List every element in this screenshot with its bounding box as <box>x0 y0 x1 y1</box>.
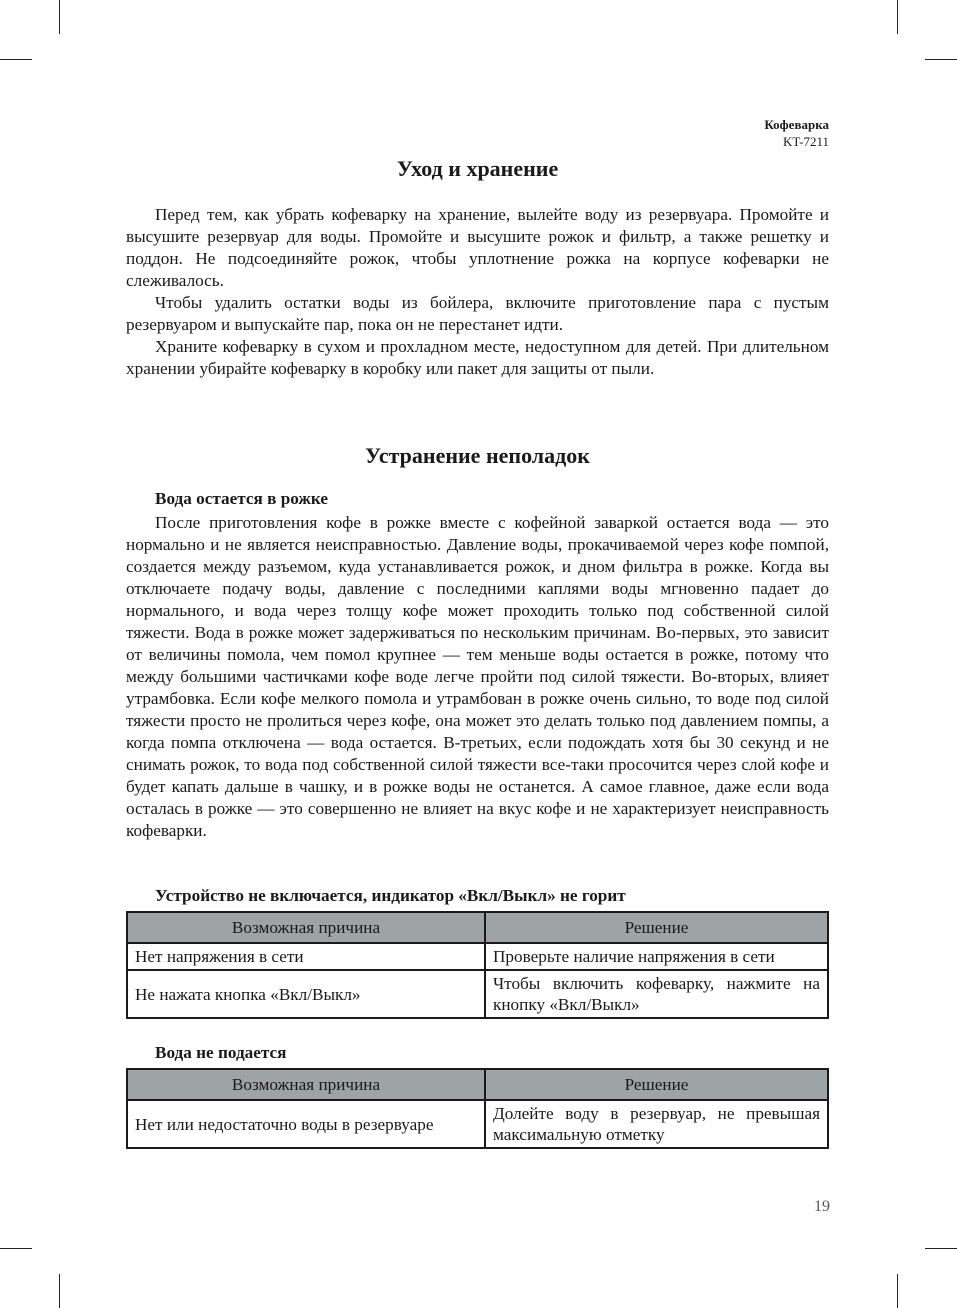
cause-cell: Не нажата кнопка «Вкл/Выкл» <box>127 970 485 1018</box>
cause-cell: Нет напряжения в сети <box>127 943 485 970</box>
crop-mark <box>897 1274 898 1308</box>
water-in-holder-title: Вода остается в рожке <box>155 489 328 508</box>
care-title: Уход и хранение <box>396 156 559 181</box>
table-header-row <box>127 912 828 943</box>
water-in-holder-text <box>126 512 829 842</box>
water-in-holder-paragraph: После приготовления кофе в рожке вместе с кофейной заваркой остается вода — это нормально и не является неисправностью. Давление воды, прокачиваемой через кофе помпой, создается между разъемом, куда устанавливается рожок, и дном фильтра в рожке. Когда вы отключаете подачу воды, давление с последними каплями воды мгновенно падает до нормального, и вода через толщу кофе может проходить только под собственной силой тяжести. Вода в рожке может задерживаться по нескольким причинам. Во-первых, это зависит от величины помола, чем помол крупнее — тем меньше воды остается в рожке, потому что между большими частичками кофе воде легче пройти под силой тяжести. Во-вторых, влияет утрамбовка. Если кофе мелкого помола и утрамбован в рожке очень сильно, то воде под силой тяжести просто не пролиться через кофе, она может это делать только под давлением помпы, а когда помпа отключена — вода остается. В-третьих, если подождать хотя бы 30 секунд и не снимать рожок, то вода под собственной силой тяжести все-таки просочится через слой кофе и будет капать дальше в чашку, и в рожке воды не останется. А самое главное, даже если вода осталась в рожке — это совершенно не влияет на вкус кофе и не характеризует неисправность кофеварки. <box>126 513 829 840</box>
cause-cell: Нет или недостаточно воды в резервуаре <box>127 1100 485 1148</box>
cause-header: Возможная причина <box>127 1069 485 1100</box>
crop-mark <box>59 0 60 34</box>
header-product: Кофеварка <box>764 117 829 132</box>
care-paragraph: Перед тем, как убрать кофеварку на хранение, вылейте воду из резервуара. Промойте и высушите резервуар для воды. Промойте и высушите рожок и фильтр, а также решетку и поддон. Не подсоединяйте рожок, чтобы уплотнение рожка на корпусе кофеварки не слеживалось. <box>126 205 829 290</box>
no-power-title: Устройство не включается, индикатор «Вкл/Выкл» не горит <box>155 886 626 905</box>
running-header <box>764 116 829 150</box>
crop-mark <box>925 1248 957 1249</box>
care-text <box>126 204 829 380</box>
no-water-title: Вода не подается <box>155 1043 287 1062</box>
crop-mark <box>0 1248 32 1249</box>
cause-header: Возможная причина <box>127 912 485 943</box>
solution-cell: Долейте воду в резервуар, не превышая максимальную отметку <box>485 1100 828 1148</box>
crop-mark <box>59 1274 60 1308</box>
no-water-table <box>126 1068 829 1149</box>
table-row <box>127 1100 828 1148</box>
solution-cell: Чтобы включить кофеварку, нажмите на кнопку «Вкл/Выкл» <box>485 970 828 1018</box>
solution-cell: Проверьте наличие напряжения в сети <box>485 943 828 970</box>
table-header-row <box>127 1069 828 1100</box>
crop-mark <box>925 59 957 60</box>
header-model: KT-7211 <box>783 134 829 149</box>
care-paragraph: Храните кофеварку в сухом и прохладном месте, недоступном для детей. При длительном хранении убирайте кофеварку в коробку или пакет для защиты от пыли. <box>126 337 829 378</box>
no-power-table <box>126 911 829 1019</box>
crop-mark <box>0 59 32 60</box>
page-number: 19 <box>814 1198 830 1215</box>
solution-header: Решение <box>485 1069 828 1100</box>
troubleshooting-title: Устранение неполадок <box>365 443 590 468</box>
solution-header: Решение <box>485 912 828 943</box>
table-row <box>127 943 828 970</box>
crop-mark <box>897 0 898 34</box>
care-paragraph: Чтобы удалить остатки воды из бойлера, включите приготовление пара с пустым резервуаром и выпускайте пар, пока он не перестанет идти. <box>126 293 829 334</box>
table-row <box>127 970 828 1018</box>
